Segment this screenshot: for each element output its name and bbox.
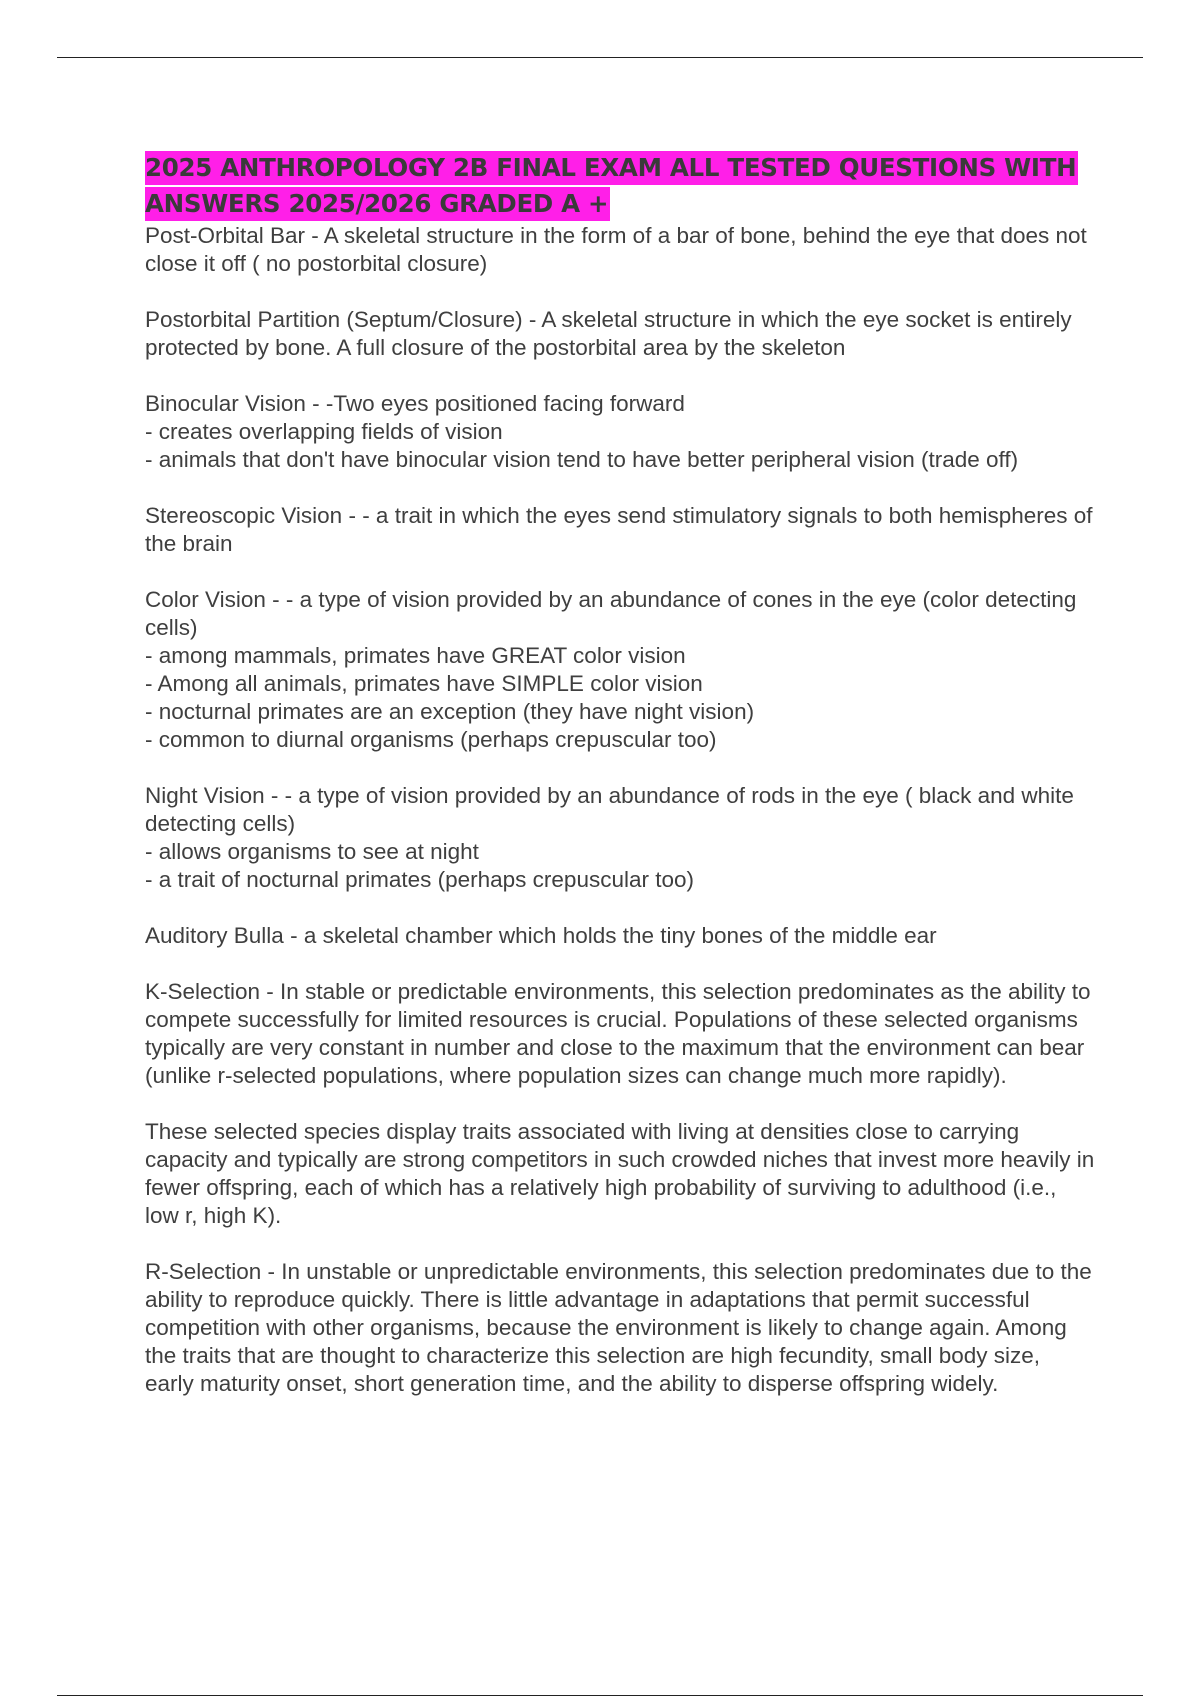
title-highlight: 2025 ANTHROPOLOGY 2B FINAL EXAM ALL TESTED QUESTIONS WITH ANSWERS 2025/2026 GRADED A + — [145, 151, 1078, 221]
paragraph-line: - Among all animals, primates have SIMPLE color vision — [145, 671, 703, 696]
paragraph-line: Binocular Vision - -Two eyes positioned facing forward — [145, 391, 685, 416]
paragraph-binocular-vision — [145, 390, 1095, 474]
paragraph-night-vision — [145, 782, 1095, 894]
paragraph-line: Auditory Bulla - a skeletal chamber which holds the tiny bones of the middle ear — [145, 923, 937, 948]
paragraph-line: Color Vision - - a type of vision provided by an abundance of cones in the eye (color detecting cells) — [145, 587, 1077, 640]
top-rule — [57, 57, 1143, 58]
paragraph-line: Postorbital Partition (Septum/Closure) - A skeletal structure in which the eye socket is entirely protected by bone. A full closure of the postorbital area by the skeleton — [145, 307, 1072, 360]
paragraph-k-selected-species — [145, 1118, 1095, 1230]
paragraph-line: - allows organisms to see at night — [145, 839, 479, 864]
paragraph-list — [145, 222, 1095, 1398]
paragraph-k-selection — [145, 978, 1095, 1090]
paragraph-line: - a trait of nocturnal primates (perhaps crepuscular too) — [145, 867, 694, 892]
paragraph-stereoscopic-vision — [145, 502, 1095, 558]
paragraph-auditory-bulla — [145, 922, 1095, 950]
paragraph-line: Stereoscopic Vision - - a trait in which the eyes send stimulatory signals to both hemispheres of the brain — [145, 503, 1093, 556]
paragraph-line: - animals that don't have binocular vision tend to have better peripheral vision (trade off) — [145, 447, 1019, 472]
paragraph-post-orbital-bar — [145, 222, 1095, 278]
bottom-rule — [57, 1695, 1143, 1696]
document-body — [145, 150, 1095, 1426]
document-title — [145, 150, 1095, 222]
paragraph-line: These selected species display traits associated with living at densities close to carrying capacity and typically are strong competitors in such crowded niches that invest more heavily in fewer offspring, each of which has a relatively high probability of surviving to adulthood (i.e., low r, high K). — [145, 1119, 1095, 1228]
paragraph-line: - among mammals, primates have GREAT color vision — [145, 643, 686, 668]
paragraph-postorbital-partition — [145, 306, 1095, 362]
paragraph-line: - creates overlapping fields of vision — [145, 419, 503, 444]
paragraph-line: Post-Orbital Bar - A skeletal structure in the form of a bar of bone, behind the eye that does not close it off ( no postorbital closure) — [145, 223, 1087, 276]
paragraph-line: - common to diurnal organisms (perhaps crepuscular too) — [145, 727, 717, 752]
paragraph-line: Night Vision - - a type of vision provided by an abundance of rods in the eye ( black and white detecting cells) — [145, 783, 1074, 836]
paragraph-line: - nocturnal primates are an exception (they have night vision) — [145, 699, 755, 724]
paragraph-r-selection — [145, 1258, 1095, 1398]
paragraph-line: R-Selection - In unstable or unpredictable environments, this selection predominates due to the ability to reproduce quickly. There is little advantage in adaptations that permit successful competition with other organisms, because the environment is likely to change again. Among the traits that are thought to characterize this selection are high fecundity, small body size, early maturity onset, short generation time, and the ability to disperse offspring widely. — [145, 1259, 1092, 1396]
paragraph-line: K-Selection - In stable or predictable environments, this selection predominates as the ability to compete successfully for limited resources is crucial. Populations of these selected organisms typically are very constant in number and close to the maximum that the environment can bear (unlike r-selected populations, where population sizes can change much more rapidly). — [145, 979, 1091, 1088]
paragraph-color-vision — [145, 586, 1095, 754]
